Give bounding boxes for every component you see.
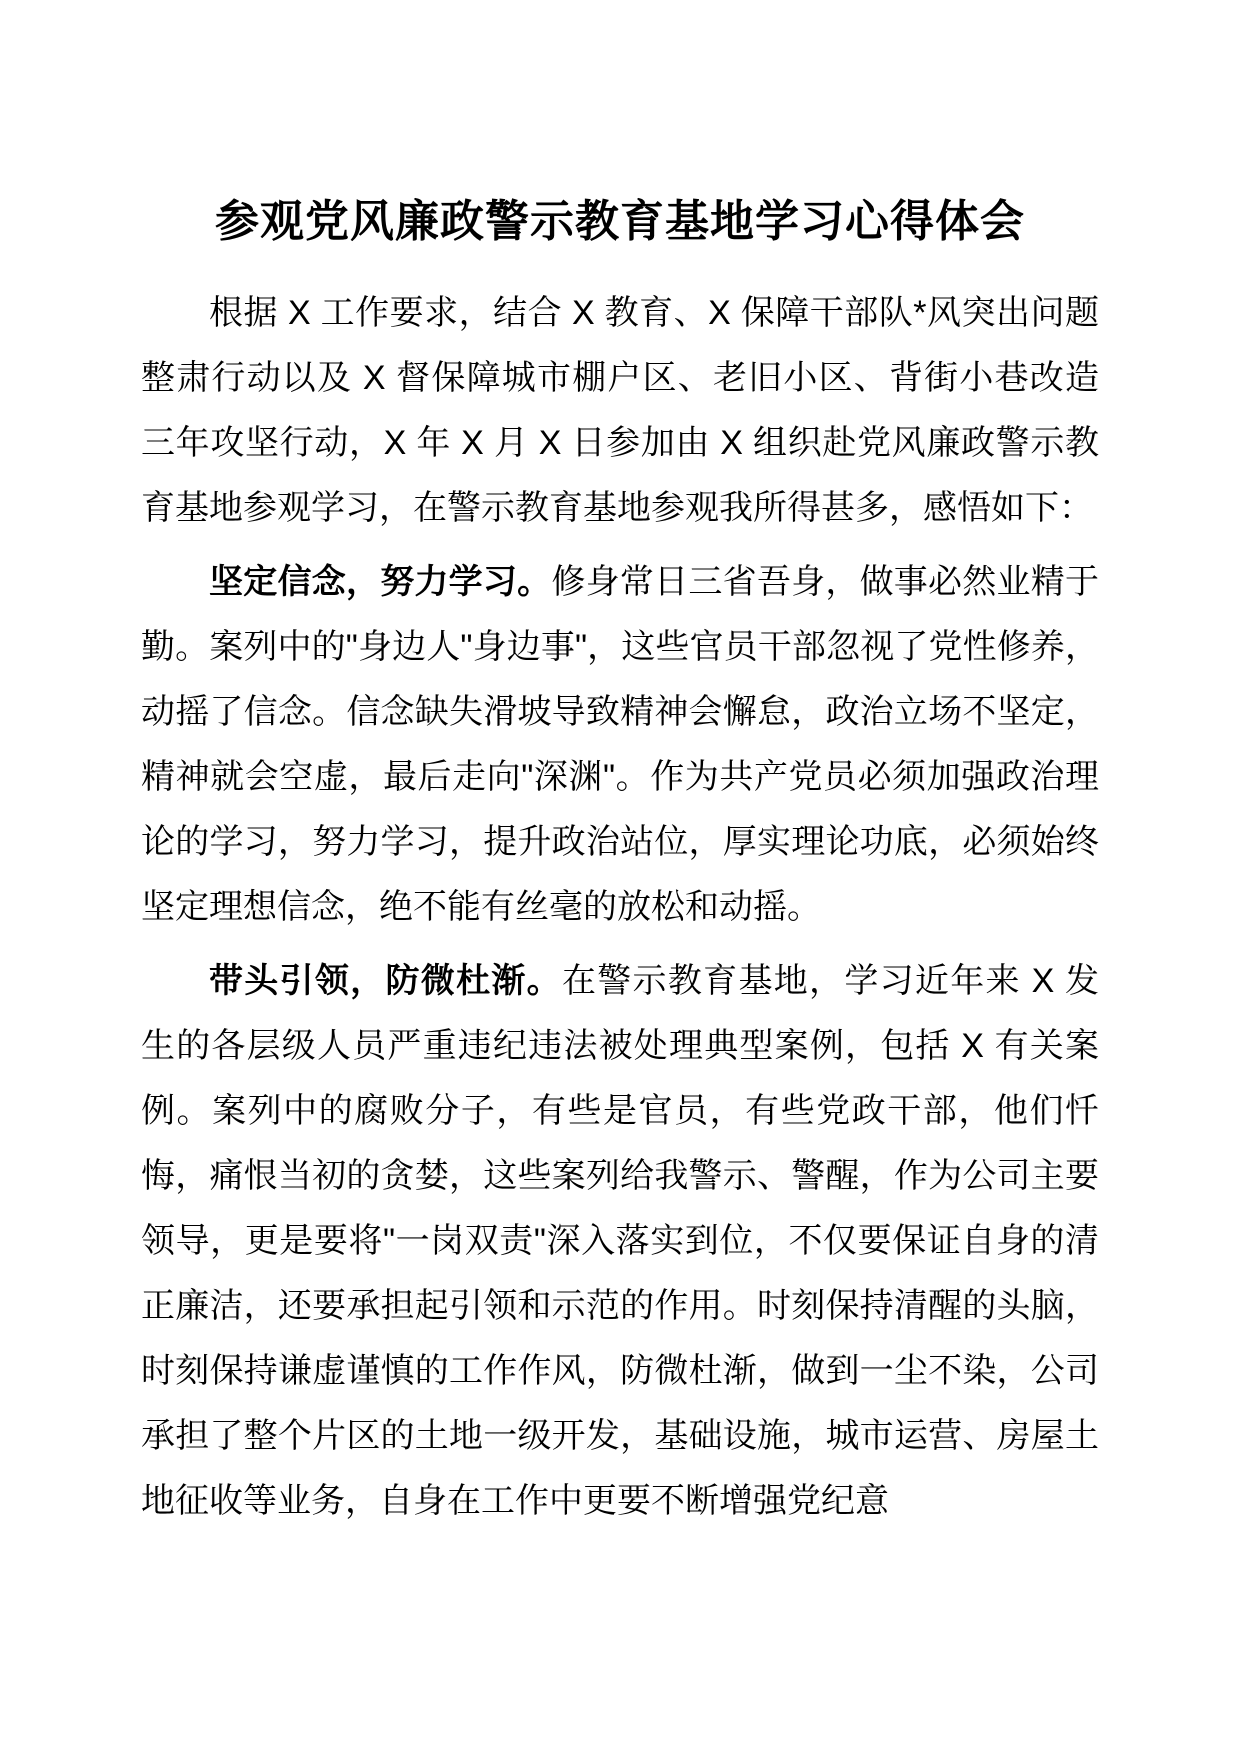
paragraph-intro (141, 281, 1099, 541)
paragraph-belief (141, 550, 1099, 940)
paragraph-belief-lead: 坚定信念，努力学习。 (209, 562, 552, 601)
paragraph-leadership (141, 949, 1099, 1534)
paragraph-intro-text: 根据 X 工作要求，结合 X 教育、X 保障干部队*风突出问题整肃行动以及 X 督保障城市棚户区、老旧小区、背街小巷改造三年攻坚行动，X 年 X 月 X 日参加由 X 组织赴党风廉政警示教育基地参观学习，在警示教育基地参观我所得甚多，感悟如下： (141, 293, 1099, 527)
paragraph-leadership-text: 在警示教育基地，学习近年来 X 发生的各层级人员严重违纪违法被处理典型案例，包括 X 有关案例。案列中的腐败分子，有些是官员，有些党政干部，他们忏悔，痛恨当初的贪婪，这些案列给我警示、警醒，作为公司主要领导，更是要将"一岗双责"深入落实到位，不仅要保证自身的清正廉洁，还要承担起引领和示范的作用。时刻保持清醒的头脑，时刻保持谦虚谨慎的工作作风，防微杜渐，做到一尘不染，公司承担了整个片区的土地一级开发，基础设施，城市运营、房屋土地征收等业务，自身在工作中更要不断增强党纪意 (141, 961, 1099, 1520)
document-body (141, 281, 1099, 1534)
document-title: 参观党风廉政警示教育基地学习心得体会 (215, 197, 1025, 246)
paragraph-belief-text: 修身常日三省吾身，做事必然业精于勤。案列中的"身边人"身边事"，这些官员干部忽视了党性修养，动摇了信念。信念缺失滑坡导致精神会懈怠，政治立场不坚定，精神就会空虚，最后走向"深渊"。作为共产党员必须加强政治理论的学习，努力学习，提升政治站位，厚实理论功底，必须始终坚定理想信念，绝不能有丝毫的放松和动摇。 (141, 562, 1100, 926)
paragraph-leadership-lead: 带头引领，防微杜渐。 (209, 961, 562, 1000)
